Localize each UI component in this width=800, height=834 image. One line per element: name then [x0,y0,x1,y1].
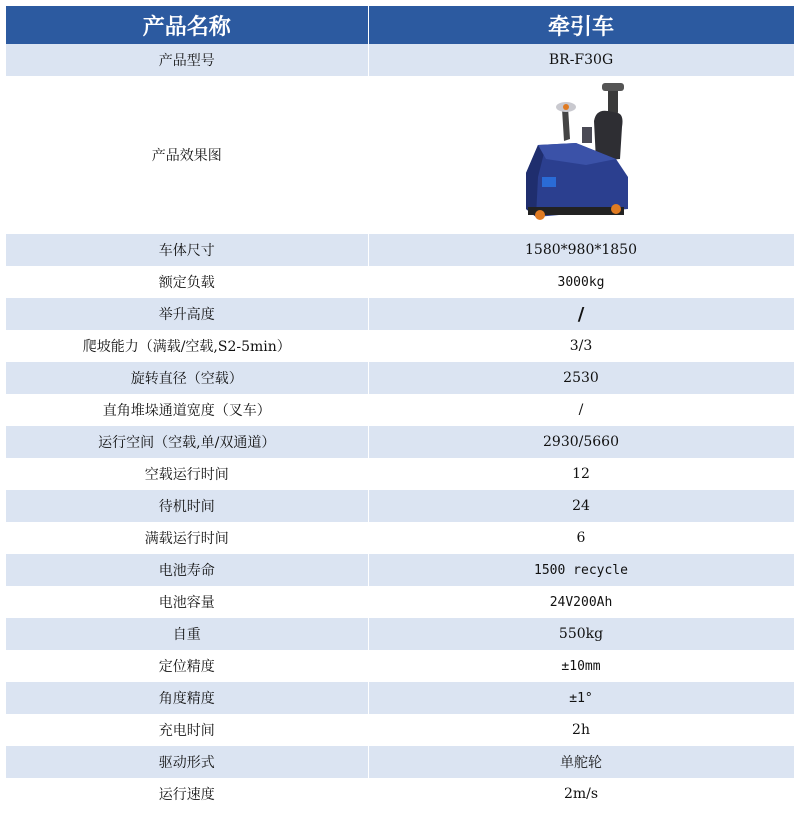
row-value: 1580*980*1850 [368,234,794,266]
row-value: / [368,298,794,330]
table-row [6,394,794,426]
table-row [6,44,794,76]
row-value: 12 [368,458,794,490]
row-label: 产品型号 [6,44,368,76]
row-label: 驱动形式 [6,746,368,778]
row-value: 6 [368,522,794,554]
table-row [6,714,794,746]
table-row [6,458,794,490]
row-value: ±10mm [368,650,794,682]
row-value: 24 [368,490,794,522]
table-row [6,426,794,458]
table-row [6,650,794,682]
table-row [6,682,794,714]
row-label: 车体尺寸 [6,234,368,266]
row-value: 3/3 [368,330,794,362]
row-value: ±1° [368,682,794,714]
header-label: 产品名称 [6,6,368,44]
row-label: 爬坡能力（满载/空载,S2-5min） [6,330,368,362]
row-label: 旋转直径（空载） [6,362,368,394]
table-row [6,586,794,618]
row-value: 2m/s [368,778,794,810]
row-label: 待机时间 [6,490,368,522]
row-value: 24V200Ah [368,586,794,618]
row-label: 定位精度 [6,650,368,682]
tow-tractor-image [516,81,646,229]
row-label: 运行空间（空载,单/双通道） [6,426,368,458]
table-row [6,266,794,298]
row-value: 3000kg [368,266,794,298]
table-row [6,554,794,586]
table-row [6,490,794,522]
spec-table [6,6,795,810]
row-value: 单舵轮 [368,746,794,778]
table-row [6,234,794,266]
table-row [6,330,794,362]
row-label: 额定负载 [6,266,368,298]
table-row [6,746,794,778]
row-label: 满载运行时间 [6,522,368,554]
row-label: 角度精度 [6,682,368,714]
row-label: 运行速度 [6,778,368,810]
row-value: 1500 recycle [368,554,794,586]
row-label: 自重 [6,618,368,650]
row-value: 550kg [368,618,794,650]
row-label: 电池容量 [6,586,368,618]
spec-sheet [0,6,800,834]
row-value: BR-F30G [368,44,794,76]
table-row [6,362,794,394]
table-header [6,6,794,44]
row-value: 2930/5660 [368,426,794,458]
row-label: 举升高度 [6,298,368,330]
row-value: / [368,394,794,426]
table-row [6,778,794,810]
row-value: 2h [368,714,794,746]
row-label: 电池寿命 [6,554,368,586]
table-row [6,298,794,330]
row-label: 空载运行时间 [6,458,368,490]
table-row-image [6,76,794,234]
table-row [6,618,794,650]
row-label: 产品效果图 [6,76,368,234]
product-image-cell [368,76,794,234]
row-label: 充电时间 [6,714,368,746]
row-value: 2530 [368,362,794,394]
row-label: 直角堆垛通道宽度（叉车） [6,394,368,426]
table-row [6,522,794,554]
header-product-name: 牵引车 [368,6,794,44]
